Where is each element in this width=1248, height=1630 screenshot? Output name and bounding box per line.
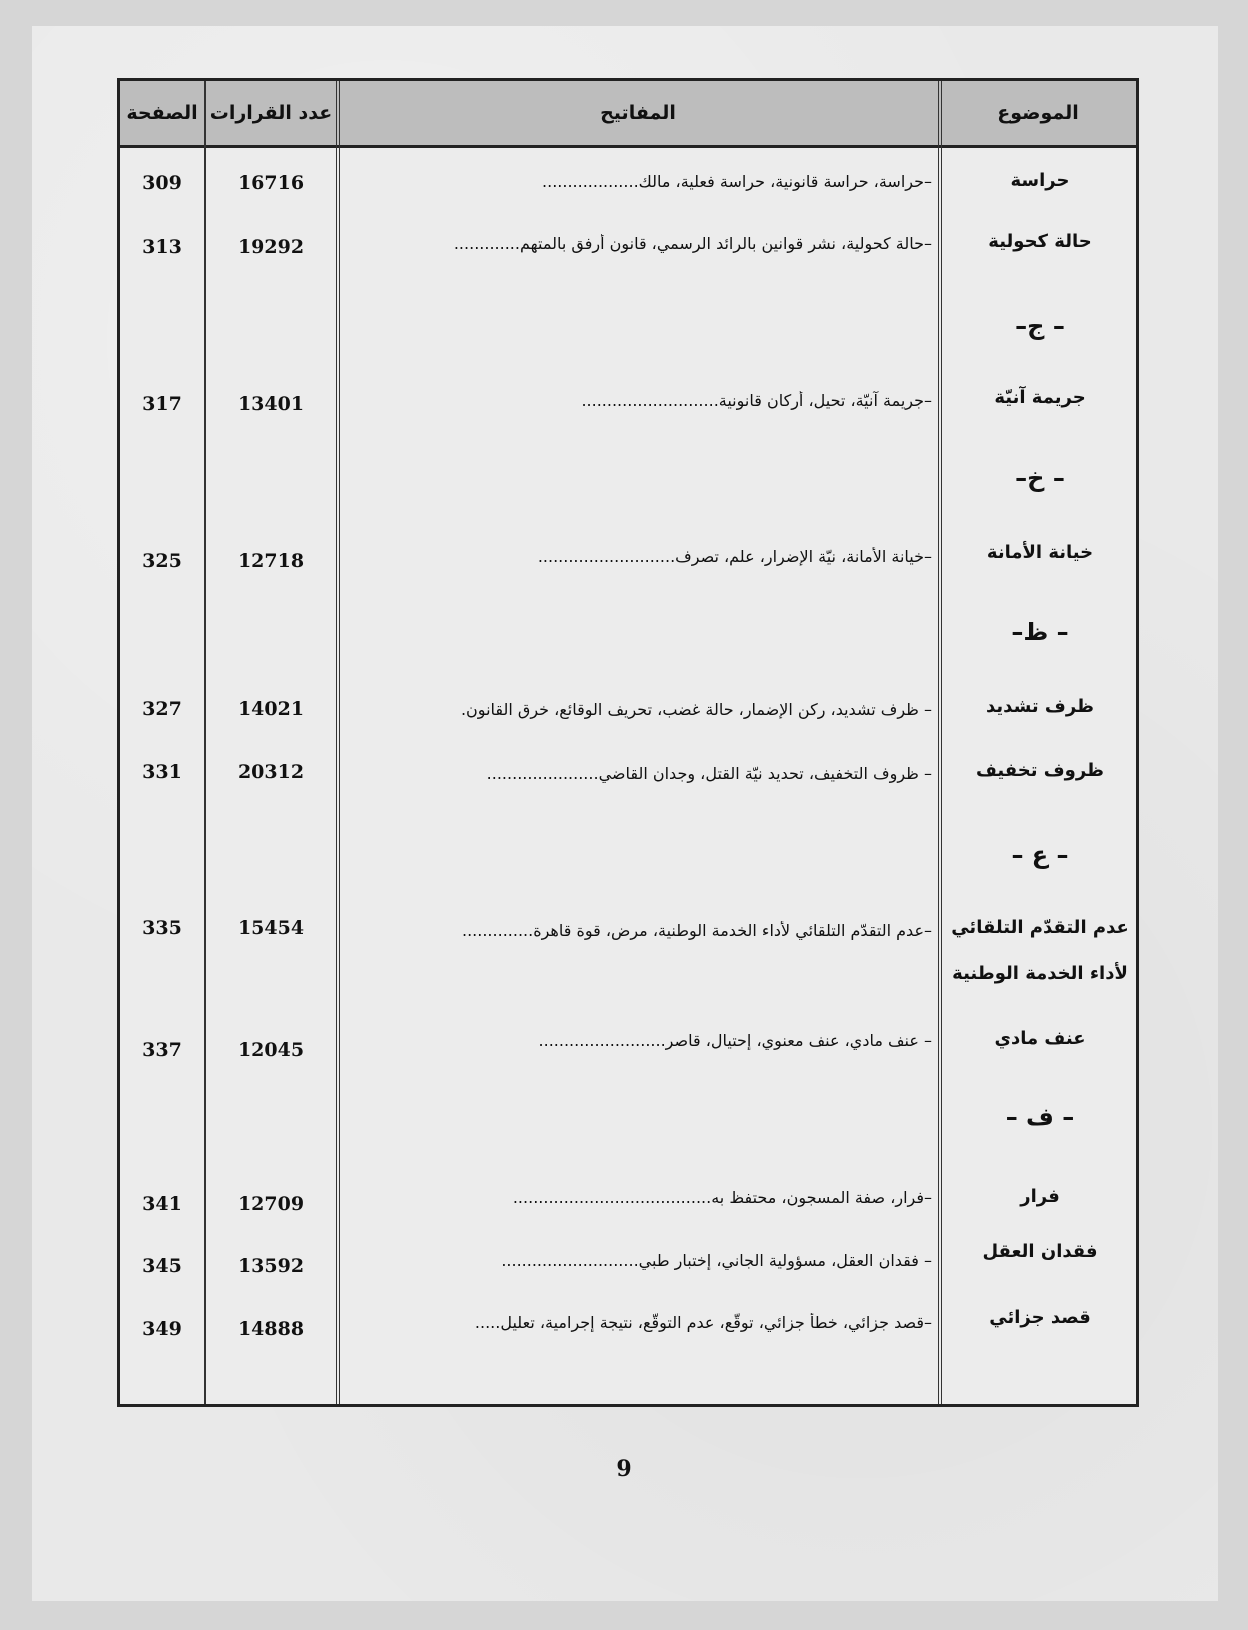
topic-cell: حالة كحولية: [988, 231, 1092, 252]
number-cell: 14021: [237, 698, 305, 720]
page-cell: 331: [142, 761, 182, 783]
keywords-cell: –خيانة الأمانة، نيّة الإضرار، علم، تصرف...........................: [537, 547, 932, 566]
number-cell: 20312: [237, 761, 305, 783]
keywords-cell: – ظرف تشديد، ركن الإضمار، حالة غضب، تحريف الوقائع، خرق القانون.: [460, 700, 932, 719]
topic-cell: خيانة الأمانة: [986, 542, 1094, 563]
keywords-cell: –جريمة آنيّة، تحيل، أركان قانونية...........................: [581, 391, 932, 410]
keywords-cell: –حراسة، حراسة قانونية، حراسة فعلية، مالك...................: [542, 172, 932, 191]
page-cell: 337: [142, 1039, 182, 1061]
topic-cell: ظرف تشديد: [986, 696, 1094, 717]
number-cell: 13401: [237, 393, 305, 415]
keywords-cell: – عنف مادي، عنف معنوي، إحتيال، قاصر.........................: [538, 1031, 932, 1050]
section-letter: – ع –: [1011, 841, 1069, 869]
section-letter: – ظ–: [1011, 618, 1069, 646]
section-letter: – ف –: [1005, 1103, 1075, 1131]
topic-cell: جريمة آنيّة: [994, 387, 1086, 408]
number-cell: 12709: [237, 1193, 305, 1215]
keywords-cell: – ظروف التخفيف، تحديد نيّة القتل، وجدان القاضي......................: [486, 764, 932, 783]
topic-cell-continued: لأداء الخدمة الوطنية: [952, 963, 1128, 984]
keywords-cell: –عدم التقدّم التلقائي لأداء الخدمة الوطنية، مرض، قوة قاهرة..............: [462, 921, 932, 940]
topic-cell: فقدان العقل: [982, 1241, 1098, 1262]
number-cell: 15454: [237, 917, 305, 939]
topic-cell: عنف مادي: [994, 1028, 1086, 1049]
header-decision-number: عدد القرارات: [209, 102, 333, 124]
header-page: الصفحة: [126, 102, 198, 124]
keywords-cell: –قصد جزائي، خطأ جزائي، توقّع، عدم التوقّع، نتيجة إجرامية، تعليل.....: [474, 1313, 932, 1332]
page-cell: 325: [142, 550, 182, 572]
page-cell: 309: [142, 172, 182, 194]
number-cell: 16716: [237, 172, 305, 194]
number-cell: 14888: [237, 1318, 305, 1340]
topic-cell: فرار: [1020, 1186, 1060, 1207]
keywords-cell: –فرار، صفة المسجون، محتفظ به.......................................: [512, 1188, 932, 1207]
index-table: [117, 78, 1139, 1407]
number-cell: 13592: [237, 1255, 305, 1277]
keywords-cell: –حالة كحولية، نشر قوانين بالرائد الرسمي، قانون أرفق بالمتهم.............: [453, 234, 932, 253]
keywords-cell: – فقدان العقل، مسؤولية الجاني، إختبار طبي...........................: [501, 1251, 932, 1270]
topic-cell: قصد جزائي: [989, 1307, 1091, 1328]
page-cell: 317: [142, 393, 182, 415]
number-cell: 12045: [237, 1039, 305, 1061]
page-cell: 345: [142, 1255, 182, 1277]
page-number: 9: [616, 1456, 632, 1482]
page-cell: 313: [142, 236, 182, 258]
page-cell: 335: [142, 917, 182, 939]
table-header: [120, 81, 1136, 148]
number-cell: 12718: [237, 550, 305, 572]
header-keywords: المفاتيح: [600, 102, 676, 124]
column-divider: [336, 81, 340, 1404]
page-cell: 327: [142, 698, 182, 720]
topic-cell: ظروف تخفيف: [976, 760, 1104, 781]
section-letter: – ج–: [1015, 312, 1065, 340]
section-letter: – خ–: [1015, 464, 1065, 492]
header-topic: الموضوع: [997, 102, 1079, 124]
page-cell: 349: [142, 1318, 182, 1340]
topic-cell: عدم التقدّم التلقائي: [951, 917, 1129, 938]
number-cell: 19292: [237, 236, 305, 258]
topic-cell: حراسة: [1010, 170, 1070, 191]
page-cell: 341: [142, 1193, 182, 1215]
